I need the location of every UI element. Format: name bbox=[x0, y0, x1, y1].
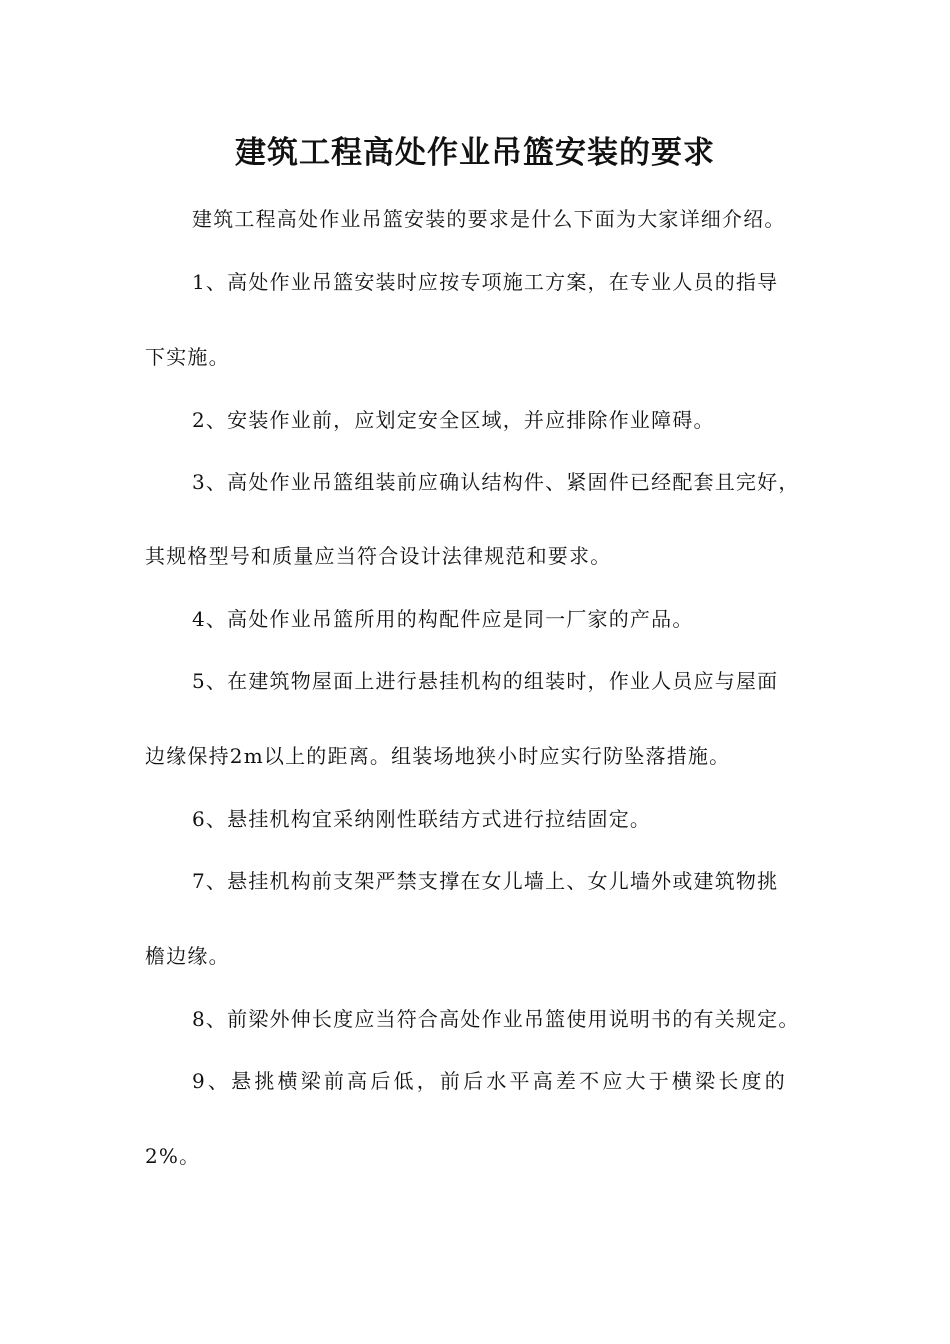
item-4: 4、高处作业吊篮所用的构配件应是同一厂家的产品。 bbox=[192, 607, 694, 631]
item-7-line-1: 7、悬挂机构前支架严禁支撑在女儿墙上、女儿墙外或建筑物挑 bbox=[192, 869, 779, 893]
item-6: 6、悬挂机构宜采纳刚性联结方式进行拉结固定。 bbox=[192, 807, 652, 831]
item-8: 8、前梁外伸长度应当符合高处作业吊篮使用说明书的有关规定。 bbox=[192, 1007, 800, 1031]
item-7-line-2: 檐边缘。 bbox=[145, 944, 230, 968]
item-5-line-1: 5、在建筑物屋面上进行悬挂机构的组装时，作业人员应与屋面 bbox=[192, 669, 779, 693]
item-2: 2、安装作业前，应划定安全区域，并应排除作业障碍。 bbox=[192, 408, 715, 432]
item-1-line-1: 1、高处作业吊篮安装时应按专项施工方案，在专业人员的指导 bbox=[192, 270, 779, 294]
item-3-line-2: 其规格型号和质量应当符合设计法律规范和要求。 bbox=[145, 544, 612, 568]
item-3-line-1: 3、高处作业吊篮组装前应确认结构件、紧固件已经配套且完好， bbox=[192, 470, 800, 494]
item-5-line-2: 边缘保持2m以上的距离。组装场地狭小时应实行防坠落措施。 bbox=[145, 744, 731, 768]
item-9-line-2: 2%。 bbox=[145, 1144, 201, 1168]
item-1-line-2: 下实施。 bbox=[145, 345, 230, 369]
intro-paragraph: 建筑工程高处作业吊篮安装的要求是什么下面为大家详细介绍。 bbox=[192, 207, 786, 231]
document-title: 建筑工程高处作业吊篮安装的要求 bbox=[235, 135, 715, 171]
item-9-line-1: 9、悬挑横梁前高后低，前后水平高差不应大于横梁长度的 bbox=[192, 1069, 788, 1093]
